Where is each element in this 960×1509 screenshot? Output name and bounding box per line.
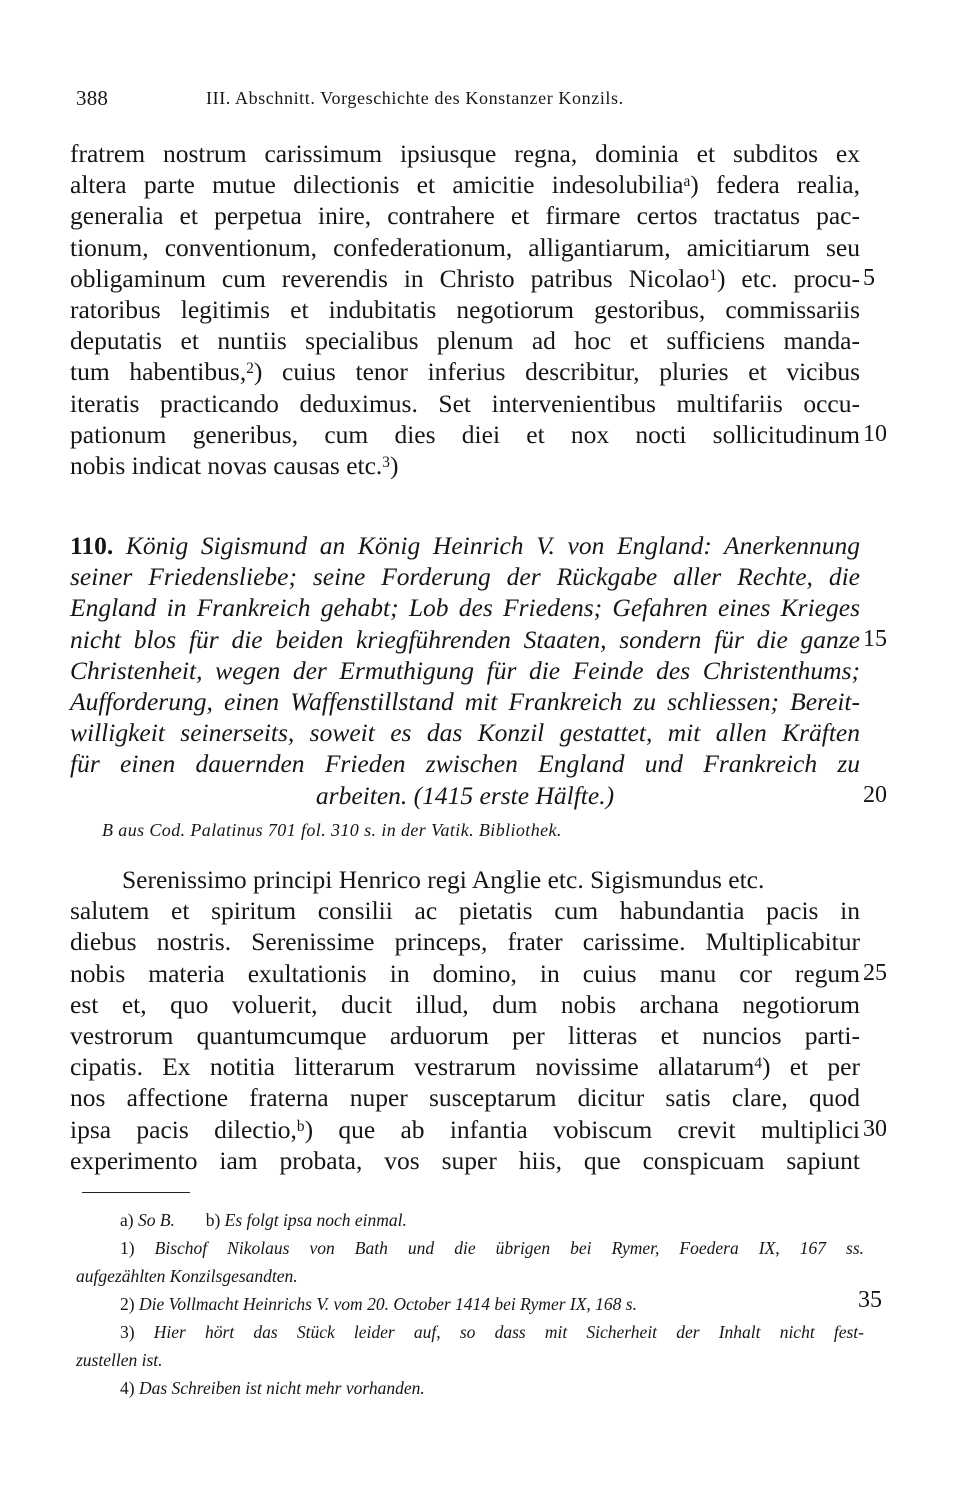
page-number: 388 bbox=[76, 86, 109, 110]
heading-line: arbeiten. (1415 erste Hälfte.) 20 bbox=[315, 780, 887, 810]
footnote-marker: 1 bbox=[709, 266, 718, 284]
continuation-paragraph bbox=[70, 138, 887, 481]
heading-line: willigkeit seinerseits, soweit es das Konzil gestattet, mit allen Kräften bbox=[70, 718, 860, 748]
footnote-marker: 4 bbox=[754, 1055, 762, 1073]
footnote-a: a) So B. b) Es folgt ipsa noch einmal. bbox=[120, 1210, 407, 1230]
line-number: 10 bbox=[863, 420, 887, 447]
document-number: 110. bbox=[70, 531, 114, 560]
footnote-3: 3) Hier hört das Stück leider auf, so dass mit Sicherheit der Inhalt nicht fest- bbox=[120, 1322, 864, 1342]
text-line: pationum generibus, cum dies diei et nox nocti sollicitudinum 10 bbox=[70, 419, 887, 449]
text-line: est et, quo voluerit, ducit illud, dum nobis archana negotiorum bbox=[70, 989, 860, 1019]
text-line: cipatis. Ex notitia litterarum vestrarum novissime allatarum$^4$) et per bbox=[70, 1052, 860, 1082]
line-number: 30 bbox=[863, 1115, 887, 1142]
line-number: 5 bbox=[863, 264, 875, 291]
text-line: Serenissimo principi Henrico regi Anglie etc. Sigismundus etc. bbox=[122, 865, 765, 894]
text-line: tionum, conventionum, confederationum, alligantiarum, amicitiarum seu bbox=[70, 232, 860, 262]
footnote-marker: 2 bbox=[246, 360, 254, 378]
heading-line: 110. König Sigismund an König Heinrich V. von England: Anerkennung bbox=[70, 531, 861, 560]
text-line: nos affectione fraterna nuper susceptarum dicitur satis clare, quod bbox=[70, 1083, 860, 1113]
text-line: generalia et perpetua inire, contrahere et firmare certos tractatus pac- bbox=[70, 201, 860, 231]
line-number: 20 bbox=[863, 781, 887, 808]
heading-line: für einen dauernden Frieden zwischen England und Frankreich zu bbox=[70, 749, 860, 779]
text-line: nobis materia exultationis in domino, in cuius manu cor regum 25 bbox=[70, 958, 887, 988]
text-line: vestrorum quantumcumque arduorum per litteras et nuncios parti- bbox=[70, 1020, 860, 1050]
line-number: 15 bbox=[863, 625, 887, 652]
heading-line: England in Frankreich gehabt; Lob des Friedens; Gefahren eines Krieges bbox=[70, 593, 860, 623]
running-head: III. Abschnitt. Vorgeschichte des Konstanzer Konzils. bbox=[206, 88, 624, 108]
text-line: ipsa pacis dilectio,$^b$) que ab infantia vobiscum crevit multiplici 30 bbox=[70, 1114, 887, 1144]
text-line: experimento iam probata, vos super hiis, que conspicuam sapiunt bbox=[70, 1145, 860, 1175]
footnote-rule bbox=[82, 1192, 190, 1193]
text-line: altera parte mutue dilectionis et amicitie indesolubilia$^a$) federa realia, bbox=[70, 170, 860, 200]
document-heading bbox=[70, 530, 887, 811]
footnote-1: 1) Bischof Nikolaus von Bath und die übrigen bei Rymer, Foedera IX, 167 ss. bbox=[120, 1238, 865, 1258]
text-line: ratoribus legitimis et indubitatis negotiorum gestoribus, commissariis bbox=[70, 294, 860, 324]
text-line: obligaminum cum reverendis in Christo patribus Nicolao$^1$) etc. procu- 5 bbox=[70, 263, 875, 293]
line-number: 25 bbox=[863, 959, 887, 986]
heading-line: Christenheit, wegen der Ermuthigung für die Feinde des Christenthums; bbox=[70, 655, 860, 685]
footnotes bbox=[76, 1206, 882, 1402]
text-line: iteratis practicando deduximus. Set intervenientibus multifariis occu- bbox=[70, 388, 860, 418]
text-line: fratrem nostrum carissimum ipsiusque regna, dominia et subditos ex bbox=[70, 139, 860, 168]
heading-line: seiner Friedensliebe; seine Forderung der Rückgabe aller Rechte, die bbox=[70, 562, 860, 592]
heading-line: Aufforderung, einen Waffenstillstand mit Frankreich zu schliessen; Bereit- bbox=[70, 686, 860, 716]
footnote-marker: a bbox=[683, 173, 691, 191]
footnote-3-cont: zustellen ist. bbox=[76, 1350, 163, 1370]
footnote-1-cont: aufgezählten Konzilsgesandten. bbox=[76, 1266, 298, 1286]
text-line: salutem et spiritum consilii ac pietatis cum habundantia pacis in bbox=[70, 896, 860, 926]
footnote-4: 4) Das Schreiben ist nicht mehr vorhanden. bbox=[120, 1378, 425, 1398]
text-line: tum habentibus,$^2$) cuius tenor inferius describitur, pluries et vicibus bbox=[70, 357, 860, 387]
heading-line: nicht blos für die beiden kriegführenden Staaten, sondern für die ganze 15 bbox=[70, 624, 887, 654]
footnote-marker: 3 bbox=[382, 454, 390, 471]
footnote-2: 2) Die Vollmacht Heinrichs V. vom 20. October 1414 bei Rymer IX, 168 s. 35 bbox=[120, 1287, 882, 1314]
footnote-marker: b bbox=[296, 1117, 305, 1135]
text-line: nobis indicat novas causas etc.$^3$) bbox=[70, 450, 399, 480]
letter-text bbox=[70, 864, 887, 1176]
source-note: B aus Cod. Palatinus 701 fol. 310 s. in der Vatik. Bibliothek. bbox=[102, 820, 562, 840]
text-line: diebus nostris. Serenissime princeps, frater carissime. Multiplicabitur bbox=[70, 927, 860, 957]
text-line: deputatis et nuntiis specialibus plenum ad hoc et sufficiens manda- bbox=[70, 326, 860, 356]
line-number: 35 bbox=[858, 1287, 882, 1313]
